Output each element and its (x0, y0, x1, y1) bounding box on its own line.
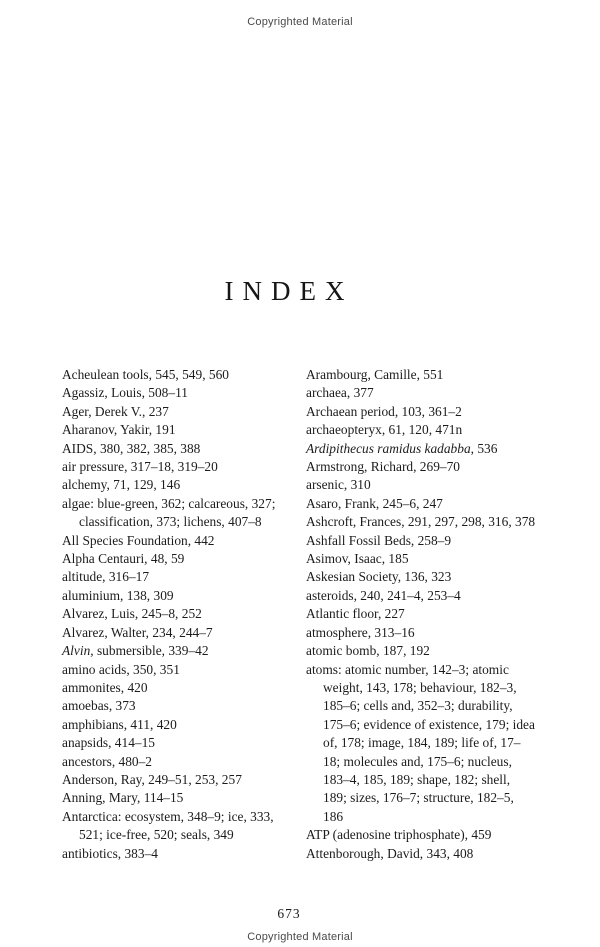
index-entry (306, 826, 537, 844)
index-entry-text: Antarctica: ecosystem, 348–9; ice, 333, 521; ice-free, 520; seals, 349 (62, 808, 274, 843)
index-entry-text: aluminium, 138, 309 (62, 587, 174, 603)
index-entry-text: archaea, 377 (306, 385, 374, 401)
index-entry-text: Asimov, Isaac, 185 (306, 551, 409, 567)
index-entry (62, 679, 293, 697)
index-entry (62, 532, 293, 550)
index-entry-text: atoms: atomic number, 142–3; atomic weight, 143, 178; behaviour, 182–3, 185–6; cells and, 352–3; durability, 175–6; evidence of existence, 179; idea of, 178; image, 184, 189; life of, 17–18; molecules and, 175–6; nucleus, 183–4, 185, 189; shape, 182; shell, 189; sizes, 176–7; structure, 182–5, 186 (306, 661, 535, 824)
page-number: 673 (277, 906, 301, 921)
copyright-notice-top: Copyrighted Material (247, 16, 353, 28)
index-entry (62, 697, 293, 715)
index-entry (306, 845, 537, 863)
index-columns (62, 366, 537, 863)
index-entry-text: Ashfall Fossil Beds, 258–9 (306, 532, 452, 548)
index-entry (306, 550, 537, 568)
index-entry (306, 403, 537, 421)
index-entry-italic-text: Alvin (62, 643, 91, 659)
index-entry (306, 624, 537, 642)
index-entry-text: Alvarez, Luis, 245–8, 252 (62, 606, 202, 622)
index-entry (62, 605, 293, 623)
index-entry-text: atomic bomb, 187, 192 (306, 643, 430, 659)
index-entry-text: asteroids, 240, 241–4, 253–4 (306, 587, 461, 603)
copyright-notice-bottom: Copyrighted Material (247, 931, 353, 943)
index-entry (62, 661, 293, 679)
index-entry-text: ATP (adenosine triphosphate), 459 (306, 827, 492, 843)
index-entry-text: ancestors, 480–2 (62, 753, 152, 769)
index-entry (62, 366, 293, 384)
index-entry-text: Asaro, Frank, 245–6, 247 (306, 495, 443, 511)
index-entry (306, 513, 537, 531)
index-entry-text: Ager, Derek V., 237 (62, 403, 169, 419)
page-title: INDEX (224, 276, 354, 306)
index-entry (62, 624, 293, 642)
index-entry (306, 532, 537, 550)
index-entry (62, 568, 293, 586)
index-entry-text: antibiotics, 383–4 (62, 845, 158, 861)
index-entry (306, 568, 537, 586)
index-entry-text: Acheulean tools, 545, 549, 560 (62, 367, 229, 382)
index-entry-text: Anderson, Ray, 249–51, 253, 257 (62, 771, 242, 787)
index-entry-text: anapsids, 414–15 (62, 735, 155, 751)
index-entry (62, 550, 293, 568)
index-entry-text: Arambourg, Camille, 551 (306, 367, 444, 382)
index-entry-text: Anning, Mary, 114–15 (62, 790, 184, 806)
index-entry-text: archaeopteryx, 61, 120, 471n (306, 422, 463, 438)
index-entry-text: All Species Foundation, 442 (62, 532, 215, 548)
index-entry-text: , submersible, 339–42 (90, 643, 209, 659)
index-entry-text: Archaean period, 103, 361–2 (306, 403, 462, 419)
index-column-left (62, 366, 293, 863)
index-entry-text: ammonites, 420 (62, 679, 148, 695)
index-entry (62, 587, 293, 605)
index-entry (62, 384, 293, 402)
index-entry-text: Alpha Centauri, 48, 59 (62, 551, 185, 567)
index-entry-text: algae: blue-green, 362; calcareous, 327; classification, 373; lichens, 407–8 (62, 495, 276, 530)
index-entry (62, 476, 293, 494)
index-entry-text: amphibians, 411, 420 (62, 716, 177, 732)
index-entry (306, 421, 537, 439)
index-entry-text: Attenborough, David, 343, 408 (306, 845, 474, 861)
index-entry-text: atmosphere, 313–16 (306, 624, 415, 640)
index-entry-italic-text: Ardipithecus ramidus kadabba (306, 440, 471, 456)
index-entry (306, 476, 537, 494)
index-entry-text: , 536 (470, 440, 498, 456)
index-entry (306, 440, 537, 458)
index-entry (306, 458, 537, 476)
index-entry (62, 808, 293, 845)
index-entry-text: Aharanov, Yakir, 191 (62, 422, 176, 438)
index-entry (306, 605, 537, 623)
index-entry (306, 366, 537, 384)
index-entry-text: Armstrong, Richard, 269–70 (306, 459, 460, 475)
index-entry-text: amoebas, 373 (62, 698, 136, 714)
index-entry-text: Ashcroft, Frances, 291, 297, 298, 316, 378 (306, 514, 536, 530)
index-entry-text: Askesian Society, 136, 323 (306, 569, 452, 585)
index-entry (62, 716, 293, 734)
index-entry (62, 753, 293, 771)
index-entry-text: AIDS, 380, 382, 385, 388 (62, 440, 201, 456)
index-entry (62, 789, 293, 807)
index-entry (62, 421, 293, 439)
index-entry (306, 587, 537, 605)
index-column-right (306, 366, 537, 863)
index-entry-text: amino acids, 350, 351 (62, 661, 180, 677)
index-entry-text: Alvarez, Walter, 234, 244–7 (62, 624, 213, 640)
index-entry (62, 403, 293, 421)
index-entry (62, 642, 293, 660)
index-entry (62, 771, 293, 789)
index-entry-text: air pressure, 317–18, 319–20 (62, 459, 218, 475)
index-entry (62, 440, 293, 458)
index-entry (306, 384, 537, 402)
index-entry-text: arsenic, 310 (306, 477, 371, 493)
index-entry (62, 495, 293, 532)
index-entry-text: altitude, 316–17 (62, 569, 150, 585)
index-entry (306, 642, 537, 660)
index-entry (306, 495, 537, 513)
index-entry-text: alchemy, 71, 129, 146 (62, 477, 181, 493)
index-entry-text: Atlantic floor, 227 (306, 606, 405, 622)
index-entry (306, 661, 537, 827)
index-entry (62, 734, 293, 752)
index-entry (62, 845, 293, 863)
index-entry (62, 458, 293, 476)
index-entry-text: Agassiz, Louis, 508–11 (62, 385, 188, 401)
